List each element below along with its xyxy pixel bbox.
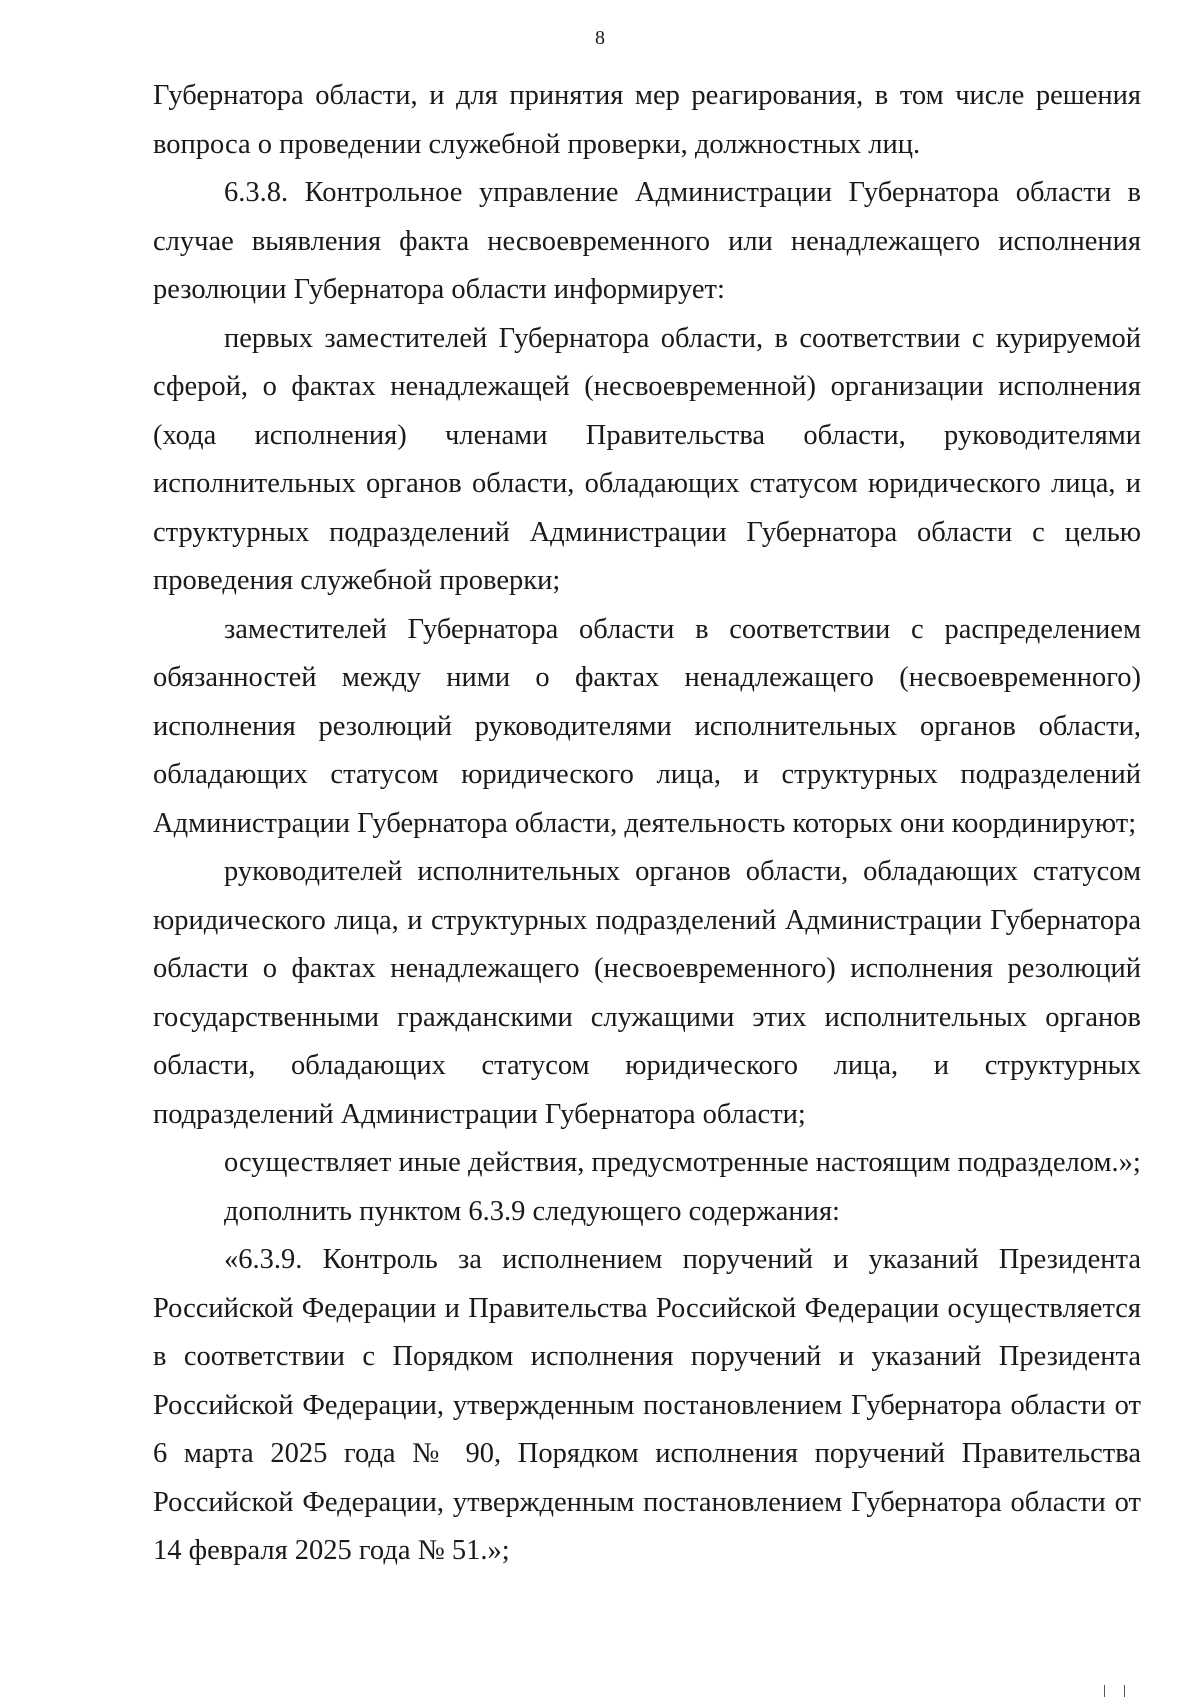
paragraph-continuation: Губернатора области, и для принятия мер реагирования, в том числе решения вопроса о проведении служебной проверки, должностных лиц. xyxy=(153,80,1141,160)
paragraph-other-actions: осуществляет иные действия, предусмотренные настоящим подразделом.»; xyxy=(224,1147,1141,1178)
paragraph-6-3-8: 6.3.8. Контрольное управление Администрации Губернатора области в случае выявления факта несвоевременного или ненадлежащего исполнения резолюции Губернатора области информирует: xyxy=(153,177,1141,305)
paragraph-amendment-intro: дополнить пунктом 6.3.9 следующего содержания: xyxy=(224,1195,840,1227)
paragraph-deputies: заместителей Губернатора области в соответствии с распределением обязанностей между ними о фактах ненадлежащего (несвоевременного) исполнения резолюций руководителями исполнительных органов области, обладающих статусом юридического лица, и структурных подразделений Администрации Губернатора области, деятельность которых они координируют; xyxy=(153,613,1141,839)
page-number: 8 xyxy=(595,27,605,49)
paragraph-6-3-9: «6.3.9. Контроль за исполнением поручений и указаний Президента Российской Федерации и Правительства Российской Федерации осуществляется в соответствии с Порядком исполнения поручений и указаний Президента Российской Федерации, утвержденным постановлением Губернатора области от 6 марта 2025 года № 90, Порядком исполнения поручений Правительства Российской Федерации, утвержденным постановлением Губернатора области от 14 февраля 2025 года № 51.»; xyxy=(153,1244,1141,1566)
scan-edge-mark xyxy=(1104,1685,1105,1697)
scan-edge-mark xyxy=(1124,1685,1125,1697)
document-body xyxy=(153,72,1141,1576)
paragraph-heads-of-bodies: руководителей исполнительных органов области, обладающих статусом юридического лица, и структурных подразделений Администрации Губернатора области о фактах ненадлежащего (несвоевременного) исполнения резолюций государственными гражданскими служащими этих исполнительных органов области, обладающих статусом юридического лица, и структурных подразделений Администрации Губернатора области; xyxy=(153,856,1141,1130)
paragraph-first-deputies: первых заместителей Губернатора области, в соответствии с курируемой сферой, о фактах ненадлежащей (несвоевременной) организации исполнения (хода исполнения) членами Правительства области, руководителями исполнительных органов области, обладающих статусом юридического лица, и структурных подразделений Администрации Губернатора области с целью проведения служебной проверки; xyxy=(153,322,1141,596)
